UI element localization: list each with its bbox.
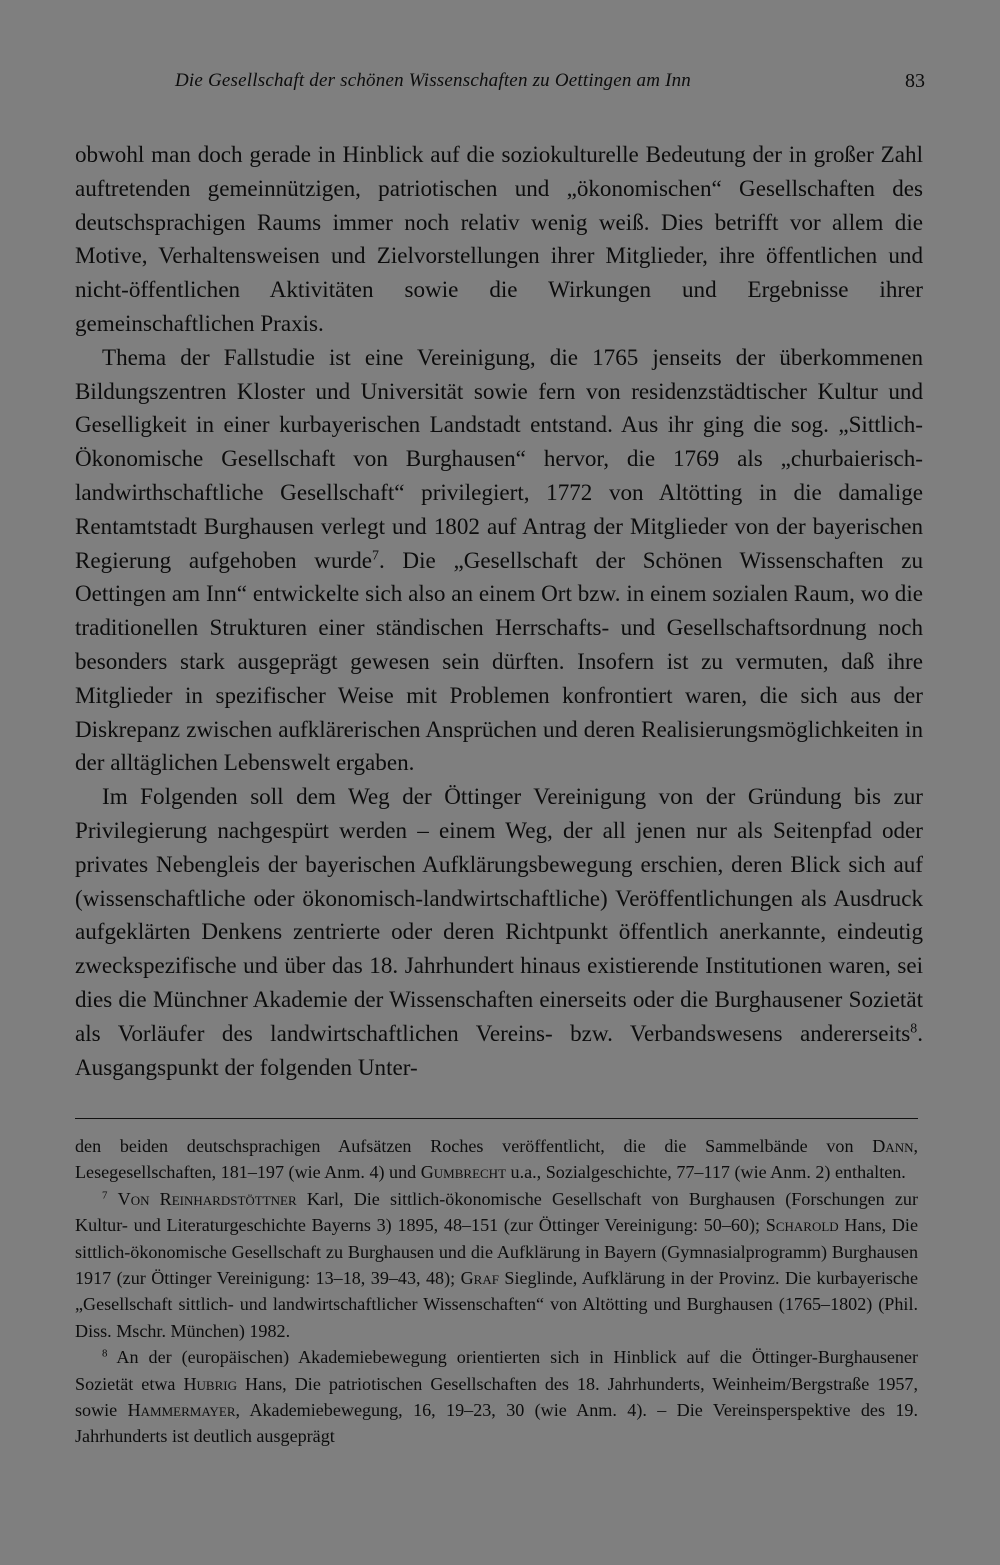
paragraph-2-text-b: . Die „Gesellschaft der Schönen Wissenschaften zu Oettingen am Inn“ entwickelte sich also an einem Ort bzw. in einem sozialen Raum, wo die traditionellen Strukturen einer ständischen Herrschafts- und Gesellschaftsordnung noch besonders stark ausgeprägt gewesen sein dürften. Insofern ist zu vermuten, daß ihre Mitglieder in spezifischer Weise mit Problemen konfrontiert waren, die sich aus der Diskrepanz zwischen aufklärerischen Ansprüchen und deren Realisierungsmöglichkeiten in der alltäglichen Lebenswelt ergaben. [75,546,923,776]
paragraph-1: obwohl man doch gerade in Hinblick auf die soziokulturelle Bedeutung der in großer Zahl auftretenden gemeinnützigen, patriotischen und „ökonomischen“ Gesellschaften des deutschsprachigen Raums immer noch relativ wenig weiß. Dies betrifft vor allem die Motive, Verhaltensweisen und Zielvorstellungen ihrer Mitglieder, ihre öffentlichen und nicht-öffentlichen Aktivitäten sowie die Wirkungen und Ergebnisse ihrer gemeinschaftlichen Praxis. [75,141,923,336]
author-name: Dann [872,1136,914,1156]
footnote-ref-7: 7 [372,547,379,563]
page-header [175,70,935,102]
paragraph-3-text-a: Im Folgenden soll dem Weg der Öttinger Vereinigung von der Gründung bis zur Privilegierung nachgespürt werden – einem Weg, der all jenen nur als Seitenpfad oder privates Nebengleis der bayerischen Aufklärungsbewegung erschien, deren Blick sich auf (wissenschaftliche oder ökonomisch-landwirtschaftliche) Veröffentlichungen als Ausdruck aufgeklärten Denkens zentrierte oder deren Richtpunkt öffentlich anerkannte, eindeutig zweckspezifische und über das 18. Jahrhundert hinaus existierende Institutionen waren, sei dies die Münchner Akademie der Wissenschaften einerseits oder die Burghausener Sozietät als Vorläufer des landwirtschaftlichen Vereins- bzw. Verbandswesens andererseits [75,783,923,1046]
footnote-text: , Akademiebewegung, 16, 19–23, 30 (wie Anm. 4). – Die Vereinsperspektive des 19. Jahrhunderts ist deutlich ausgeprägt [75,1400,918,1447]
author-name: Gumbrecht [420,1162,507,1183]
footnote-text: , Lesegesellschaften, 181–197 (wie Anm. 4) und [75,1136,918,1183]
footnote-7 [75,1186,918,1344]
author-name: Hammermayer [127,1400,236,1421]
author-name: Von Reinhardstöttner [117,1188,297,1209]
paragraph-2-text-a: Thema der Fallstudie ist eine Vereinigung, die 1765 jenseits der überkommenen Bildungszentren Kloster und Universität sowie fern von residenzstädtischer Kultur und Geselligkeit in einer kurbayerischen Landstadt entstand. Aus ihr ging die sog. „Sittlich-Ökonomische Gesellschaft von Burghausen“ hervor, die 1769 als „churbaierisch-landwirthschaftliche Gesellschaft“ privilegiert, 1772 von Altötting in die damalige Rentamtstadt Burghausen verlegt und 1802 auf Antrag der Mitglieder von der bayerischen Regierung aufgehoben wurde [75,343,923,573]
page-number: 83 [905,70,925,92]
footnote-continuation [75,1133,918,1186]
footnote-text: An der (europäischen) Akademiebewegung orientierten sich in Hinblick auf die Öttinger-Burghausener Sozietät etwa [75,1347,918,1394]
paragraph-2 [75,341,923,780]
author-name: Graf [460,1268,499,1289]
footnote-divider [75,1118,918,1119]
footnote-text: Hans, Die sittlich-ökonomische Gesellschaft zu Burghausen und die Aufklärung in Bayern (Gymnasialprogramm) Burghausen 1917 (zur Öttinger Vereinigung: 13–18, 39–43, 48); [75,1215,918,1289]
footnote-number: 8 [102,1347,108,1360]
footnote-text: u.a., Sozialgeschichte, 77–117 (wie Anm. 2) enthalten. [506,1162,906,1183]
footnotes [75,1133,918,1450]
running-title: Die Gesellschaft der schönen Wissenschaften zu Oettingen am Inn [175,70,692,91]
author-name: Scharold [765,1215,839,1236]
footnote-text: Karl, Die sittlich-ökonomische Gesellschaft von Burghausen (Forschungen zur Kultur- und Literaturgeschichte Bayerns 3) 1895, 48–151 (zur Öttinger Vereinigung: 50–60); [75,1188,918,1236]
author-name: Hubrig [183,1373,237,1394]
footnote-text: Hans, Die patriotischen Gesellschaften des 18. Jahrhunderts, Weinheim/Bergstraße 1957, sowie [75,1373,918,1421]
paragraph-3-text-b: . Ausgangspunkt der folgenden Unter- [75,1019,923,1080]
footnote-text: den beiden deutschsprachigen Aufsätzen Roches veröffentlicht, die die Sammelbände von [75,1136,873,1156]
footnote-number: 7 [102,1189,108,1202]
paragraph-3 [75,780,923,1084]
main-text [75,138,923,1084]
footnote-text: Sieglinde, Aufklärung in der Provinz. Die kurbayerische „Gesellschaft sittlich- und landwirtschaftlicher Wissenschaften“ von Altötting und Burghausen (1765–1802) (Phil. Diss. Mschr. München) 1982. [75,1268,918,1341]
footnote-ref-8: 8 [910,1020,918,1036]
footnote-8 [75,1344,918,1450]
